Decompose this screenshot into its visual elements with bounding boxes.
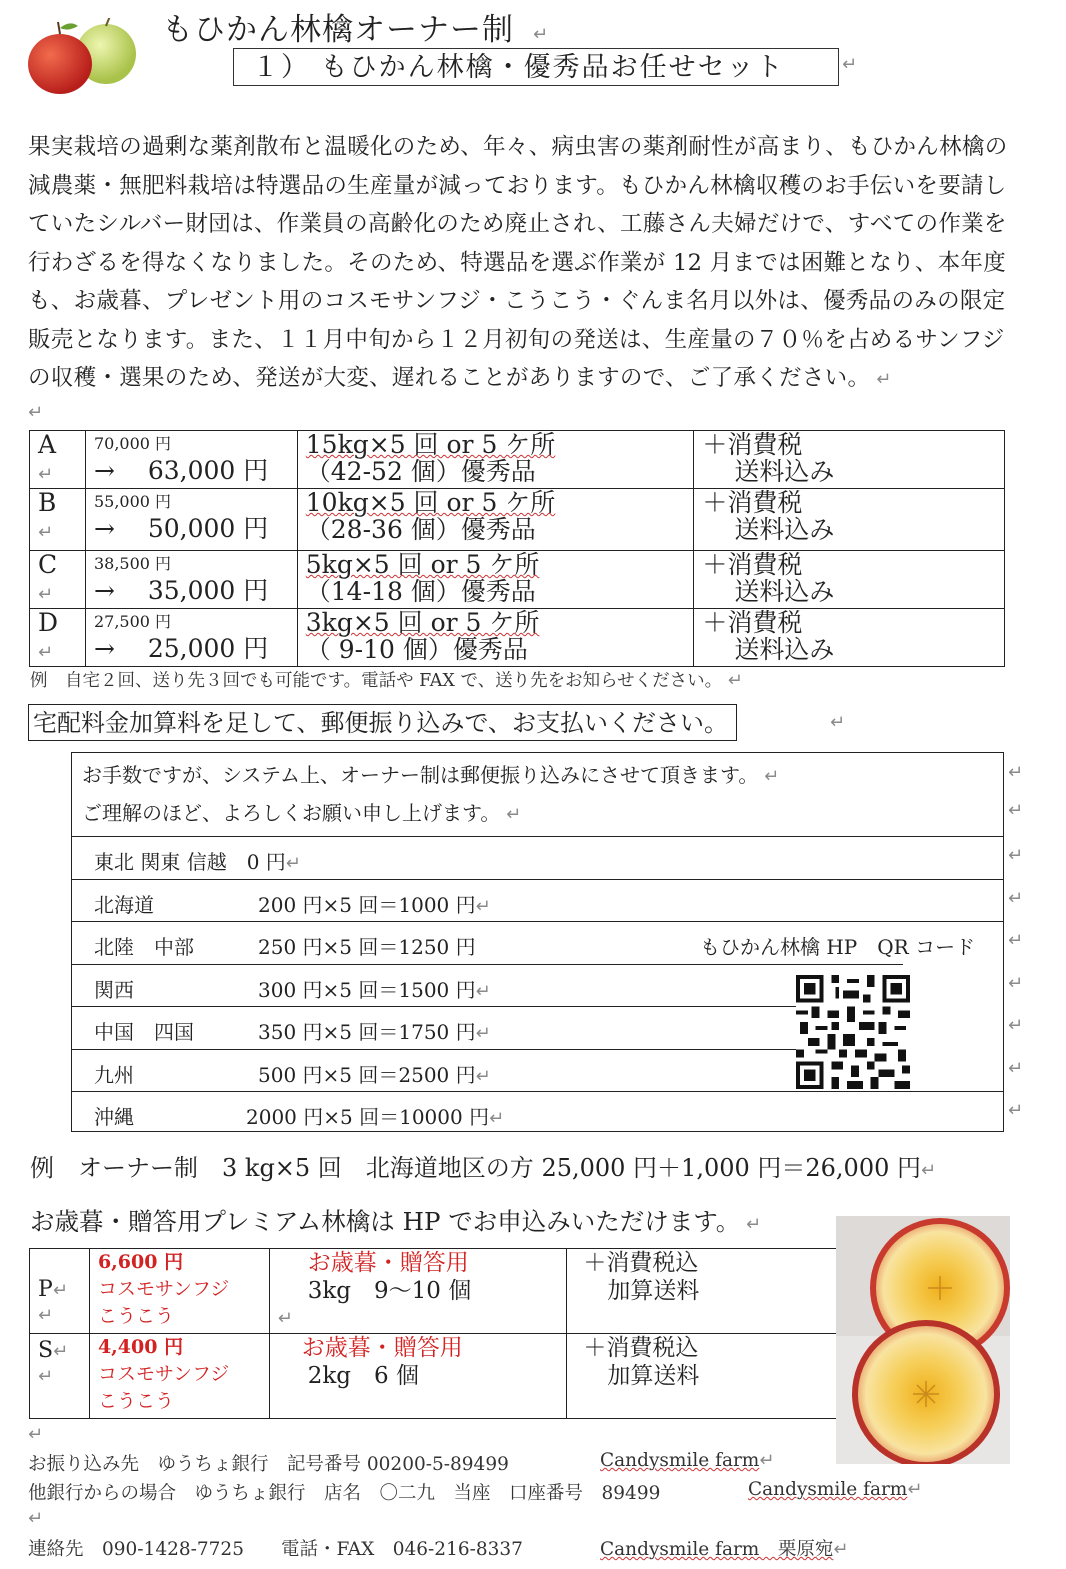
paragraph-mark: ↵ bbox=[1008, 1100, 1024, 1121]
qr-code-image[interactable] bbox=[796, 975, 910, 1089]
plan-code: D ↵ bbox=[30, 609, 86, 667]
plan-weight: 15kg×5 回 or 5 ケ所 （42-52 個）優秀品 bbox=[297, 431, 694, 489]
account-holder: Candysmile farm↵ bbox=[748, 1479, 923, 1500]
plan-tax: ＋消費税 送料込み bbox=[694, 489, 1005, 551]
paragraph-mark: ↵ bbox=[1008, 800, 1024, 821]
paragraph-mark: ↵ bbox=[28, 1508, 44, 1529]
plan-tax: ＋消費税 送料込み bbox=[694, 551, 1005, 609]
zone-region: 関西 bbox=[94, 978, 134, 1002]
paragraph-mark: ↵ bbox=[1008, 1058, 1024, 1079]
apple-logo-image bbox=[22, 18, 140, 98]
premium-code: P↵ ↵ bbox=[30, 1249, 90, 1334]
paragraph-mark: ↵ bbox=[1008, 930, 1024, 951]
intro-paragraph bbox=[28, 128, 1048, 400]
plan-price: 38,500 円 → 35,000 円 bbox=[85, 551, 297, 609]
example-calculation: 例 オーナー制 3 kg×5 回 北海道地区の方 25,000 円＋1,000 円＝26,000 円↵ bbox=[30, 1154, 937, 1182]
plan-price: 55,000 円 → 50,000 円 bbox=[85, 489, 297, 551]
zone-region: 九州 bbox=[94, 1063, 134, 1087]
paragraph-mark: ↵ bbox=[28, 402, 44, 423]
plan-price: 27,500 円 → 25,000 円 bbox=[85, 609, 297, 667]
zone-region: 中国 四国 bbox=[94, 1020, 194, 1044]
zone-fee: 2000 円×5 回＝10000 円↵ bbox=[246, 1105, 505, 1129]
intro-line: 果実栽培の過剰な薬剤散布と温暖化のため、年々、病虫害の薬剤耐性が高まり、もひかん林檎の bbox=[28, 134, 1008, 160]
zone-intro-line: お手数ですが、システム上、オーナー制は郵便振り込みにさせて頂きます。 ↵ bbox=[82, 763, 780, 787]
plan-tax: ＋消費税 送料込み bbox=[694, 431, 1005, 489]
plan-price: 70,000 円 → 63,000 円 bbox=[85, 431, 297, 489]
qr-label: もひかん林檎 HP QR コード bbox=[700, 935, 976, 959]
paragraph-mark: ↵ bbox=[830, 712, 846, 733]
premium-table bbox=[29, 1248, 841, 1419]
page-title: もひかん林檎オーナー制 ↵ bbox=[162, 12, 550, 48]
plan-code: B ↵ bbox=[30, 489, 86, 551]
paragraph-mark: ↵ bbox=[1008, 1015, 1024, 1036]
plan-code: C ↵ bbox=[30, 551, 86, 609]
zone-region: 沖縄 bbox=[94, 1105, 134, 1129]
plan-weight: 10kg×5 回 or 5 ケ所 （28-36 個）優秀品 bbox=[297, 489, 694, 551]
paragraph-mark: ↵ bbox=[1008, 973, 1024, 994]
paragraph-mark: ↵ bbox=[1008, 888, 1024, 909]
premium-row bbox=[30, 1249, 841, 1334]
premium-spec: お歳暮・贈答用 2kg 6 個 bbox=[269, 1334, 567, 1419]
zone-fee: 200 円×5 回＝1000 円↵ bbox=[258, 893, 491, 917]
page-subtitle: １） もひかん林檎・優秀品お任せセット bbox=[233, 48, 839, 86]
contact-line: 連絡先 090-1428-7725 電話・FAX 046-216-8337 bbox=[28, 1539, 523, 1560]
plan-weight: 3kg×5 回 or 5 ケ所 （ 9-10 個）優秀品 bbox=[297, 609, 694, 667]
plan-row bbox=[30, 489, 1005, 551]
intro-line: ていたシルバー財団は、作業員の高齢化のため廃止され、工藤さん夫婦だけで、すべての作業を bbox=[28, 211, 1007, 237]
premium-row bbox=[30, 1334, 841, 1419]
intro-line: 販売となります。また、１１月中旬から１２月初旬の発送は、生産量の７０％を占めるサンフジ bbox=[28, 326, 1005, 353]
shipping-zone-table bbox=[71, 752, 1004, 1132]
intro-line: の収穫・選果のため、発送が大変、遅れることがありますので、ご了承ください。 ↵ bbox=[28, 365, 892, 391]
zone-fee: 300 円×5 回＝1500 円↵ bbox=[258, 978, 491, 1002]
premium-code: S↵ ↵ bbox=[30, 1334, 90, 1419]
premium-heading: お歳暮・贈答用プレミアム林檎は HP でお申込みいただけます。 ↵ bbox=[30, 1207, 762, 1236]
zone-region: 北陸 中部 bbox=[94, 935, 194, 959]
intro-line: 行わざるを得なくなりました。そのため、特選品を選ぶ作業が 12 月までは困難となり、本年度 bbox=[28, 249, 1007, 276]
plan-note: 例 自宅２回、送り先３回でも可能です。電話や FAX で、送り先をお知らせください。 ↵ bbox=[30, 670, 743, 691]
zone-region: 北海道 bbox=[94, 893, 154, 917]
premium-price: 6,600 円 コスモサンフジ こうこう bbox=[89, 1249, 269, 1334]
premium-spec: お歳暮・贈答用 3kg 9〜10 個 ↵ bbox=[269, 1249, 567, 1334]
account-holder: Candysmile farm↵ bbox=[600, 1450, 775, 1471]
plan-row bbox=[30, 431, 1005, 489]
sliced-apple-photo bbox=[836, 1216, 1010, 1464]
intro-line: 減農薬・無肥料栽培は特選品の生産量が減っております。もひかん林檎収穫のお手伝いを要請し bbox=[28, 172, 1007, 199]
zone-fee: 350 円×5 回＝1750 円↵ bbox=[258, 1020, 491, 1044]
intro-line: も、お歳暮、プレゼント用のコスモサンフジ・こうこう・ぐんま名月以外は、優秀品のみの限定 bbox=[28, 288, 1006, 314]
plan-table bbox=[29, 430, 1005, 667]
premium-tax: ＋消費税込 加算送料 bbox=[567, 1334, 841, 1419]
contact-name: Candysmile farm 栗原宛↵ bbox=[600, 1539, 849, 1560]
zone-fee: 250 円×5 回＝1250 円 bbox=[258, 935, 476, 959]
paragraph-mark: ↵ bbox=[28, 1424, 44, 1445]
plan-weight: 5kg×5 回 or 5 ケ所 （14-18 個）優秀品 bbox=[297, 551, 694, 609]
premium-tax: ＋消費税込 加算送料 bbox=[567, 1249, 841, 1334]
zone-row: 東北 関東 信越 0 円↵ bbox=[94, 850, 301, 874]
premium-price: 4,400 円 コスモサンフジ こうこう bbox=[89, 1334, 269, 1419]
paragraph-mark: ↵ bbox=[842, 54, 858, 75]
other-bank-line: 他銀行からの場合 ゆうちょ銀行 店名 〇二九 当座 口座番号 89499 bbox=[28, 1483, 661, 1504]
zone-fee: 500 円×5 回＝2500 円↵ bbox=[258, 1063, 491, 1087]
plan-code: A ↵ bbox=[30, 431, 86, 489]
zone-intro-line: ご理解のほど、よろしくお願い申し上げます。 ↵ bbox=[82, 801, 522, 825]
bank-account-line: お振り込み先 ゆうちょ銀行 記号番号 00200-5-89499 bbox=[28, 1454, 509, 1475]
plan-tax: ＋消費税 送料込み bbox=[694, 609, 1005, 667]
payment-heading: 宅配料金加算料を足して、郵便振り込みで、お支払いください。 bbox=[28, 704, 737, 741]
plan-row bbox=[30, 609, 1005, 667]
paragraph-mark: ↵ bbox=[1008, 845, 1024, 866]
plan-row bbox=[30, 551, 1005, 609]
paragraph-mark: ↵ bbox=[1008, 762, 1024, 783]
